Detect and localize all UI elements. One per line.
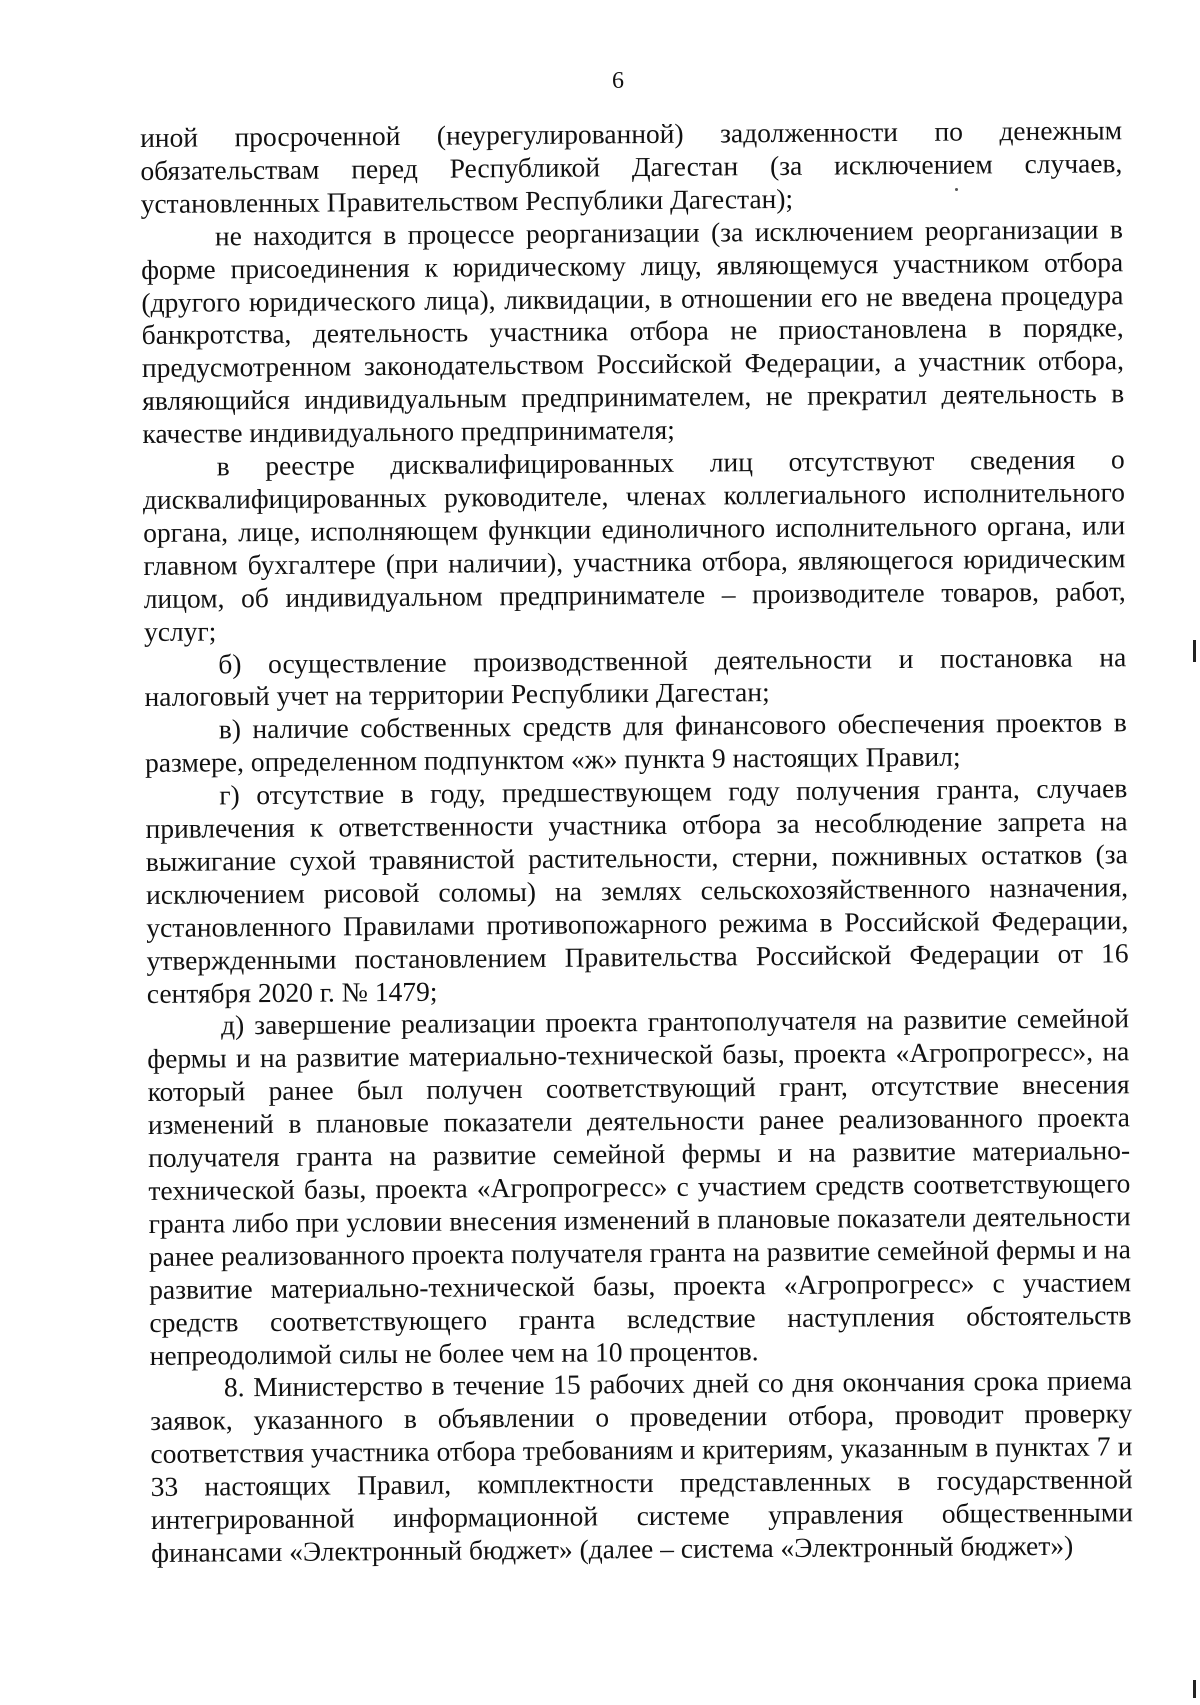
paragraph-debt-continuation: иной просроченной (неурегулированной) задолженности по денежным обязательствам перед Республикой Дагестан (за исключением случаев, установленных Правительством Республики Дагестан); xyxy=(140,114,1123,219)
paragraph-item-d: д) завершение реализации проекта грантополучателя на развитие семейной фермы и на развитие материально-технической базы, проекта «Агропрогресс», на который ранее был получен соответствующий грант, отсутствие внесения изменений в плановые показатели деятельности ранее реализованного проекта получателя гранта на развитие семейной фермы и на развитие материально-технической базы, проекта «Агропрогресс» с участием средств соответствующего гранта либо при условии внесения изменений в плановые показатели деятельности ранее реализованного проекта получателя гранта на развитие семейной фермы и на развитие материально-технической базы, проекта «Агропрогресс» с участием средств соответствующего гранта вследствие наступления обстоятельств непреодолимой силы не более чем на 10 процентов. xyxy=(147,1002,1132,1371)
document-body xyxy=(140,114,1133,1570)
paragraph-section-8: 8. Министерство в течение 15 рабочих дней со дня окончания срока приема заявок, указанного в объявлении о проведении отбора, проводит проверку соответствия участника отбора требованиям и критериям, указанным в пунктах 7 и 33 настоящих Правил, комплектности представленных в государственной интегрированной информационной системе управления общественными финансами «Электронный бюджет» (далее – система «Электронный бюджет») xyxy=(150,1364,1134,1568)
page-number: 6 xyxy=(612,68,624,94)
scan-speck xyxy=(955,188,958,191)
paragraph-disqualified-registry: в реестре дисквалифицированных лиц отсутствуют сведения о дисквалифицированных руководителе, членах коллегиального исполнительного органа, лице, исполняющем функции единоличного исполнительного органа, или главном бухгалтере (при наличии), участника отбора, являющегося юридическим лицом, об индивидуальном предпринимателе – производителе товаров, работ, услуг; xyxy=(142,443,1126,647)
scan-edge-mark xyxy=(1193,640,1196,662)
paragraph-item-b: б) осуществление производственной деятельности и постановка на налоговый учет на территории Республики Дагестан; xyxy=(144,640,1127,713)
scan-edge-mark xyxy=(1193,1680,1196,1698)
paragraph-item-g: г) отсутствие в году, предшествующем году получения гранта, случаев привлечения к ответственности участника отбора за несоблюдение запрета на выжигание сухой травянистой растительности, стерни, пожнивных остатков (за исключением рисовой соломы) на землях сельскохозяйственного назначения, установленного Правилами противопожарного режима в Российской Федерации, утвержденными постановлением Правительства Российской Федерации от 16 сентября 2020 г. № 1479; xyxy=(145,772,1129,1009)
paragraph-item-v: в) наличие собственных средств для финансового обеспечения проектов в размере, определенном подпунктом «ж» пункта 9 настоящих Правил; xyxy=(144,706,1127,779)
paragraph-reorganization: не находится в процессе реорганизации (за исключением реорганизации в форме присоединения к юридическому лицу, являющемуся участником отбора (другого юридического лица), ликвидации, в отношении его не введена процедура банкротства, деятельность участника отбора не приостановлена в порядке, предусмотренном законодательством Российской Федерации, а участник отбора, являющийся индивидуальным предпринимателем, не прекратил деятельность в качестве индивидуального предпринимателя; xyxy=(141,213,1125,450)
